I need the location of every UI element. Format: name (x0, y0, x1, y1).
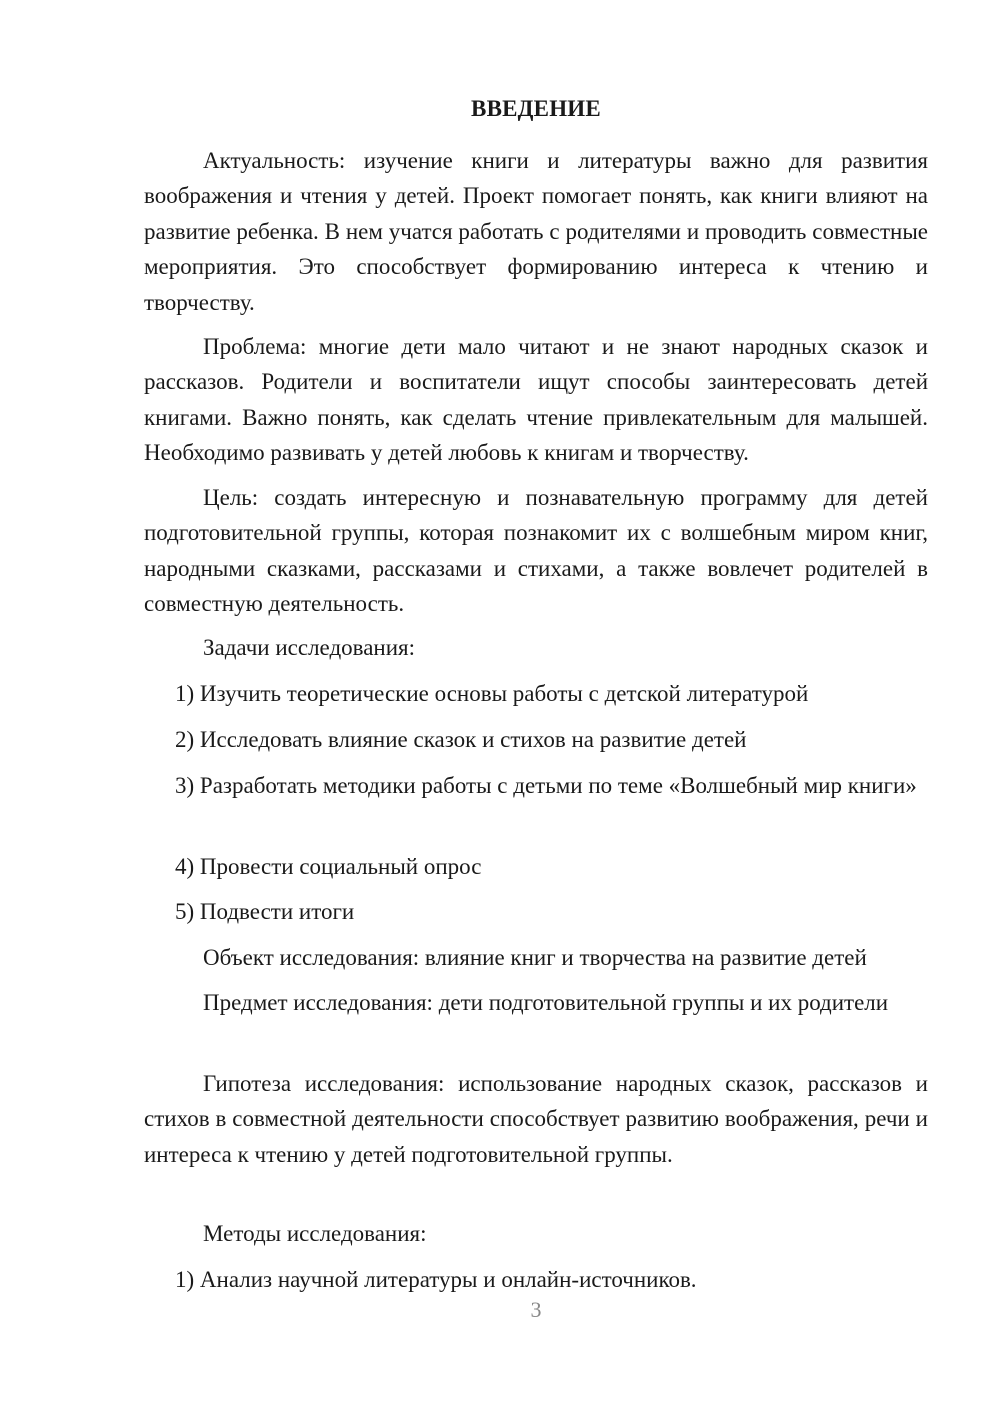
page-title: ВВЕДЕНИЕ (471, 96, 601, 121)
methods-heading: Методы исследования: (203, 1221, 427, 1246)
paragraph-object: Объект исследования: влияние книг и творчества на развитие детей (203, 945, 867, 970)
task-item-1: 1) Изучить теоретические основы работы с детской литературой (175, 681, 809, 706)
task-item-2: 2) Исследовать влияние сказок и стихов на развитие детей (175, 727, 747, 752)
task-item-3: 3) Разработать методики работы с детьми по теме «Волшебный мир книги» (175, 773, 917, 798)
page-number: 3 (530, 1297, 542, 1322)
paragraph-problem: Проблема: многие дети мало читают и не знают народных сказок и рассказов. Родители и воспитатели ищут способы заинтересовать детей книгами. Важно понять, как сделать чтение привлекательным для малышей. Необходимо развивать у детей любовь к книгам и творчеству. (144, 334, 928, 466)
paragraph-hypothesis: Гипотеза исследования: использование народных сказок, рассказов и стихов в совместной деятельности способствует развитию воображения, речи и интереса к чтению у детей подготовительной группы. (144, 1071, 928, 1167)
paragraph-goal: Цель: создать интересную и познавательную программу для детей подготовительной группы, которая познакомит их с волшебным миром книг, народными сказками, рассказами и стихами, а также вовлечет родителей в совместную деятельность. (144, 485, 928, 617)
paragraph-subject: Предмет исследования: дети подготовительной группы и их родители (203, 990, 889, 1015)
tasks-heading: Задачи исследования: (203, 635, 416, 660)
task-item-5: 5) Подвести итоги (175, 899, 355, 924)
task-item-4: 4) Провести социальный опрос (175, 854, 482, 879)
method-item-1: 1) Анализ научной литературы и онлайн-источников. (175, 1267, 697, 1292)
paragraph-relevance: Актуальность: изучение книги и литературы важно для развития воображения и чтения у детей. Проект помогает понять, как книги влияют на развитие ребенка. В нем учатся работать с родителями и проводить совместные мероприятия. Это способствует формированию интереса к чтению и творчеству. (144, 148, 928, 315)
